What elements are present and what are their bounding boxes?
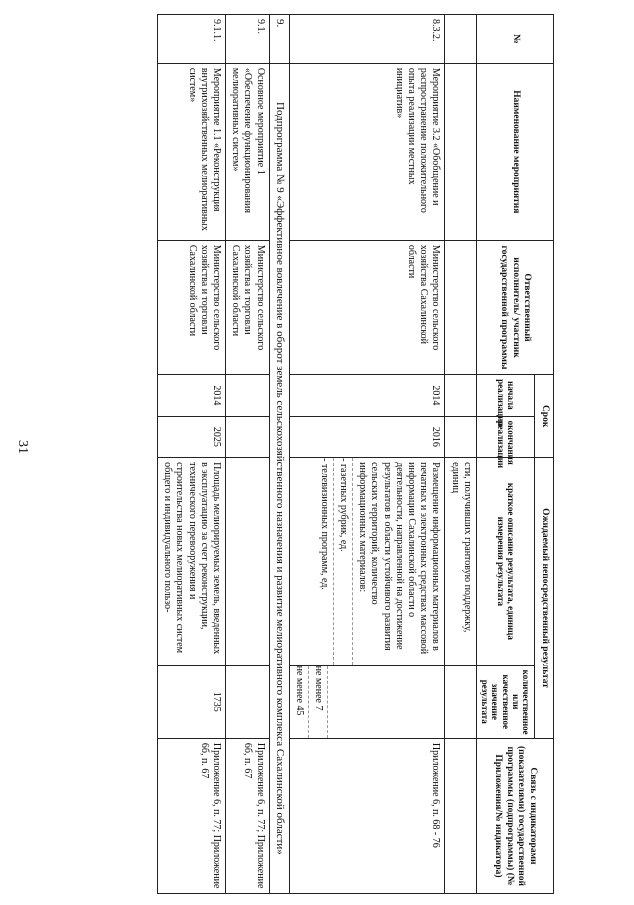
responsible: Министерство сельского хозяйства и торговли Сахалинской области	[158, 240, 226, 374]
table-row	[445, 15, 476, 894]
result-description: Площадь мелиорируемых земель, введенных в эксплуатацию за счет реконструкции, технического перевооружения и строительства новых мелиоративных систем общего и индивидуального пользо-	[158, 458, 226, 666]
indicator-link: Приложение 6, п. 68 - 76	[289, 738, 444, 893]
header-term: Срок	[535, 375, 554, 458]
table-row	[225, 15, 269, 894]
row-number: 9.	[269, 15, 289, 64]
table-row	[158, 15, 226, 894]
term-end: 2025	[158, 416, 226, 458]
subprogram-title: Подпрограмма № 9 «Эффективное вовлечение в оборот земель сельскохозяйственного назначения и развитие мелиоративного комплекса Сахалинской области»	[269, 63, 289, 893]
activity-name: Основное мероприятие 1 «Обеспечение функционирования мелиоративных систем»	[225, 63, 269, 240]
activities-table	[157, 14, 554, 894]
result-description: Размещение информационных материалов в печатных и электронных средствах массовой информации Сахалинской области о деятельности, направленной на достижение результатов в области устойчивого развития сельских территорий, количество информационных материалов: - газетных рубрик, ед. - телевизионных программ, ед.	[289, 458, 444, 666]
result-value: не менее 7 не менее 45	[289, 665, 444, 738]
result-description: сти, получивших грантовую поддержку, единиц	[445, 458, 476, 666]
indicator-link: Приложение 6, п. 77; Приложение 6б, п. 67	[158, 738, 226, 893]
page-number: 31	[15, 440, 30, 454]
subprogram-heading-row	[269, 15, 289, 894]
table-row	[289, 15, 444, 894]
term-start: 2014	[158, 375, 226, 417]
term-start: 2014	[289, 375, 444, 417]
responsible: Министерство сельского хозяйства и торговли Сахалинской области	[225, 240, 269, 374]
header-term-start: начала реализации	[476, 375, 535, 417]
term-end: 2016	[289, 416, 444, 458]
row-number: 9.1.	[225, 15, 269, 64]
responsible: Министерство сельского хозяйства Сахалинской области	[289, 240, 444, 374]
header-term-end: окончания реализации	[476, 416, 535, 458]
row-number: 8.3.2.	[289, 15, 444, 64]
header-expected: Ожидаемый непосредственный результат	[535, 458, 554, 739]
header-name: Наименование мероприятия	[476, 63, 553, 240]
indicator-link: Приложение 6, п. 77; Приложение 6б, п. 67	[225, 738, 269, 893]
header-link: Связь с индикаторами (показателями) государственной программы (подпрограммы) (№ Приложения/№ индикатора)	[476, 738, 553, 893]
header-expected-value: количественное или качественное значение результата	[476, 665, 535, 738]
header-expected-desc: краткое описание результата, единица измерения результата	[476, 458, 535, 666]
result-value: 1735	[158, 665, 226, 738]
activity-name: Мероприятие 3.2 «Обобщение и распространение положительного опыта реализации местных инициатив»	[289, 63, 444, 240]
header-responsible: Ответственный исполнитель/ участник государственной программы	[476, 240, 553, 374]
activity-name: Мероприятие 1.1 «Реконструкция внутрихозяйственных мелиоративных систем»	[158, 63, 226, 240]
row-number: 9.1.1.	[158, 15, 226, 64]
header-number: №	[476, 15, 553, 64]
